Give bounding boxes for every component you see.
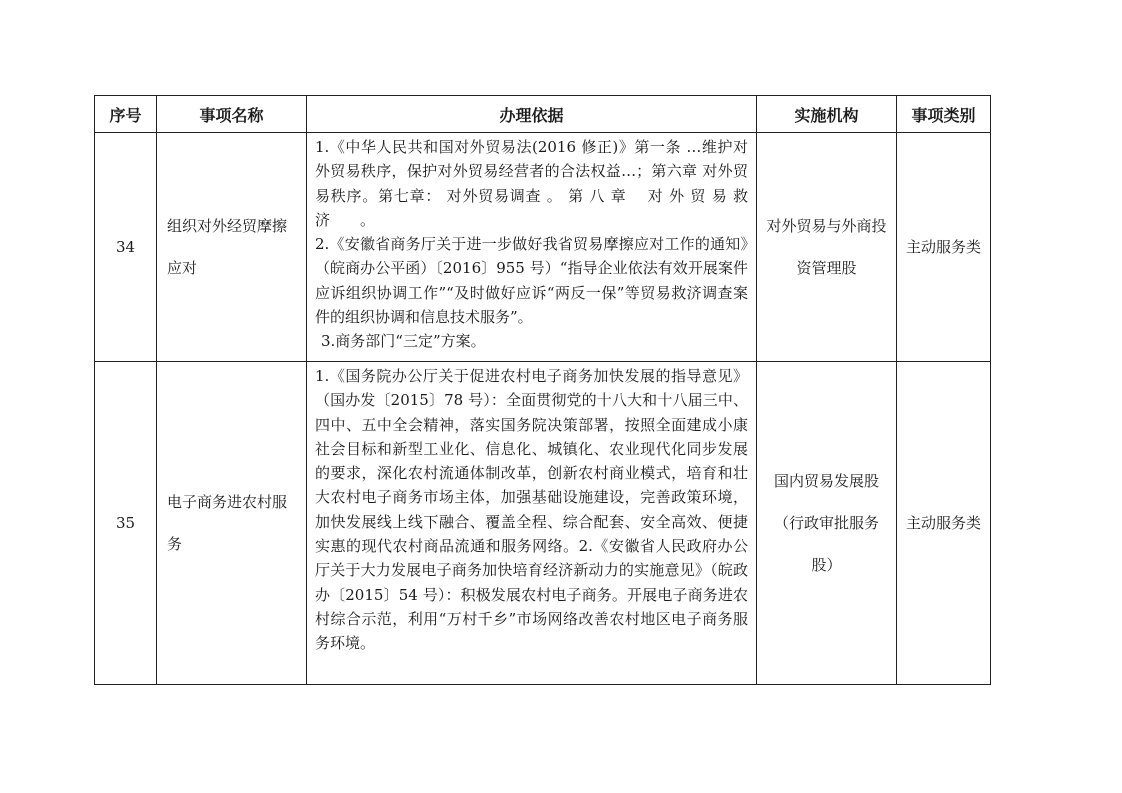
item-org: 国内贸易发展股（行政审批服务股） bbox=[757, 362, 897, 685]
item-basis bbox=[307, 133, 757, 362]
header-basis: 办理依据 bbox=[307, 96, 757, 133]
row-number: 35 bbox=[95, 362, 157, 685]
items-table bbox=[94, 95, 991, 685]
item-name: 电子商务进农村服务 bbox=[157, 362, 307, 685]
table-row bbox=[95, 133, 991, 362]
basis-paragraph: 1.《国务院办公厅关于促进农村电子商务加快发展的指导意见》（国办发〔2015〕78 号）：全面贯彻党的十八大和十八届三中、四中、五中全会精神，落实国务院决策部署，按照全面建成小康社会目标和新型工业化、信息化、城镇化、农业现代化同步发展的要求，深化农村流通体制改革，创新农村商业模式，培育和壮大农村电子商务市场主体，加强基础设施建设，完善政策环境，加快发展线上线下融合、覆盖全程、综合配套、安全高效、便捷实惠的现代农村商品流通和服务网络。2.《安徽省人民政府办公厅关于大力发展电子商务加快培育经济新动力的实施意见》（皖政办〔2015〕54 号）：积极发展农村电子商务。开展电子商务进农村综合示范，利用“万村千乡”市场网络改善农村地区电子商务服务环境。 bbox=[315, 367, 748, 653]
header-org: 实施机构 bbox=[757, 96, 897, 133]
basis-paragraph: 1.《中华人民共和国对外贸易法(2016 修正)》第一条 …维护对外贸易秩序，保护对外贸易经营者的合法权益…；第六章 对外贸易秩序。第七章： 对外贸易调查 。 第 八 章 对 外 贸 易 救 济 。 bbox=[315, 138, 748, 229]
header-type: 事项类别 bbox=[897, 96, 991, 133]
item-name: 组织对外经贸摩擦应对 bbox=[157, 133, 307, 362]
item-type: 主动服务类 bbox=[897, 362, 991, 685]
basis-paragraph: 3.商务部门“三定”方案。 bbox=[321, 332, 486, 351]
item-type: 主动服务类 bbox=[897, 133, 991, 362]
table-header-row bbox=[95, 96, 991, 133]
header-name: 事项名称 bbox=[157, 96, 307, 133]
item-basis bbox=[307, 362, 757, 685]
table-row bbox=[95, 362, 991, 685]
basis-paragraph: 2.《安徽省商务厅关于进一步做好我省贸易摩擦应对工作的通知》（皖商办公平函）〔2016〕955 号）“指导企业依法有效开展案件应诉组织协调工作”“及时做好应诉“两反一保”等贸易救济调查案件的组织协调和信息技术服务”。 bbox=[315, 235, 748, 327]
row-number: 34 bbox=[95, 133, 157, 362]
item-org: 对外贸易与外商投资管理股 bbox=[757, 133, 897, 362]
header-no: 序号 bbox=[95, 96, 157, 133]
